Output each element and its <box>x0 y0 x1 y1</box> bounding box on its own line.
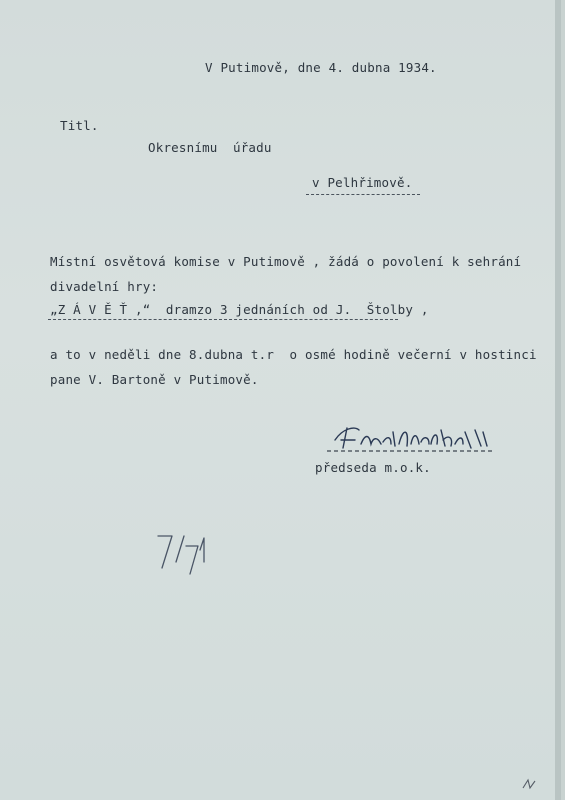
body-line-3: a to v neděli dne 8.dubna t.r o osmé hodině večerní v hostinci <box>50 347 537 362</box>
date-line: V Putimově, dne 4. dubna 1934. <box>205 60 437 75</box>
body-line-2: divadelní hry: <box>50 279 159 294</box>
recipient-place: v Pelhřimově. <box>312 175 413 190</box>
play-underline <box>48 319 398 320</box>
recipient-office: Okresnímu úřadu <box>148 140 272 155</box>
play-title-line: „Z Á V Ě Ť ,“ dramzo 3 jednáních od J. Štolby , <box>50 302 429 317</box>
signatory-role: předseda m.o.k. <box>315 460 431 475</box>
salutation: Titl. <box>60 118 99 133</box>
recipient-underline <box>306 194 420 195</box>
handwritten-signature <box>325 418 495 458</box>
body-line-4: pane V. Bartoně v Putimově. <box>50 372 259 387</box>
body-line-1: Místní osvětová komise v Putimově , žádá o povolení k sehrání <box>50 254 522 269</box>
paper-edge <box>555 0 561 800</box>
corner-pencil-mark <box>520 776 540 792</box>
handwritten-note <box>150 528 212 576</box>
